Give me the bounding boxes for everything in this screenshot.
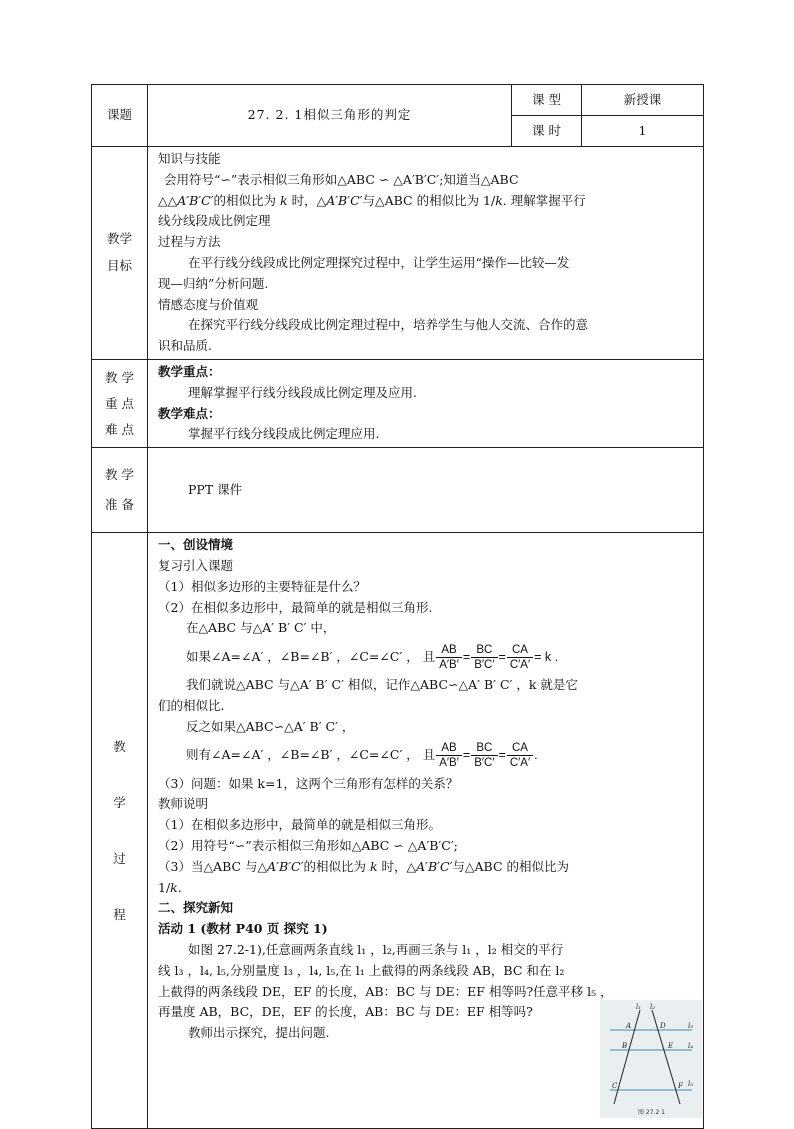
ratio-bc-2: $\frac{BC}{B'C'}$ [471, 741, 497, 770]
fig-label-C: C [612, 1082, 618, 1090]
ratio-ab: $\frac{AB}{A'B'}$ [436, 643, 462, 672]
review-heading: 复习引入课题 [158, 557, 234, 573]
equals-k: = k . [534, 649, 559, 664]
we-say-line-2: 们的相似比. [158, 697, 225, 713]
activity-heading: 活动 1 (教材 P40 页 探究 1) [158, 921, 328, 937]
process-label [92, 533, 148, 1129]
teacher-note-2: （2）用符号“∽”表示相似三角形如△ABC ∽ △A′B′C′; [158, 837, 458, 853]
hours-value: 1 [582, 116, 704, 147]
fig-label-l1: l₁ [636, 1003, 642, 1011]
fig-label-D: D [660, 1022, 666, 1030]
teacher-heading: 教师说明 [158, 796, 209, 812]
then-angles-text: 则有∠A=∠A′ ，∠B=∠B′ ，∠C=∠C′ ， 且 [186, 747, 436, 763]
fig-label-B: B [622, 1042, 628, 1050]
if-angles-text: 如果∠A=∠A′ ，∠B=∠B′ ，∠C=∠C′ ， 且 [186, 648, 436, 664]
figure-caption: 图 27.2 1 [638, 1109, 665, 1116]
focus-heading: 教学重点： [158, 363, 221, 379]
preparation-label-2: 准 备 [105, 497, 134, 513]
objectives-content [148, 147, 704, 360]
keypoints-content [148, 359, 704, 447]
preparation-text: PPT 课件 [188, 481, 243, 497]
question-1: （1）相似多边形的主要特征是什么？ [158, 578, 366, 594]
fig-label-F: F [678, 1082, 683, 1090]
ratio-ca: $\frac{CA}{C'A'}$ [507, 643, 533, 672]
attitude-heading: 情感态度与价值观 [158, 296, 259, 312]
knowledge-line-3: 线分线段成比例定理 [158, 213, 271, 229]
in-triangles-line: 在△ABC 与△A′ B′ C′ 中， [186, 620, 336, 636]
fig-label-l3: l₃ [688, 1022, 694, 1030]
knowledge-line-1: 会用符号“∽”表示相似三角形如△ABC ∽ △A′B′C′;知道当△ABC [164, 171, 519, 187]
objectives-label [92, 147, 148, 360]
process-label-char-2: 学 [113, 794, 126, 810]
label-title: 课题 [92, 85, 148, 147]
knowledge-heading: 知识与技能 [158, 151, 221, 166]
teacher-note-1: （1）在相似多边形中，最简单的就是相似三角形。 [158, 817, 441, 833]
fig-label-l4: l₄ [688, 1042, 694, 1050]
ratio-ab-2: $\frac{AB}{A'B'}$ [436, 741, 462, 770]
fig-label-E: E [668, 1042, 674, 1050]
activity-line-3: 上截得的两条线段 DE，EF 的长度，AB：BC 与 DE：EF 相等吗?任意平移 l₅ ， [158, 983, 613, 999]
process-line-2: 现—归纳”分析问题. [158, 275, 269, 291]
then-angles-line: 则有∠A=∠A′ ，∠B=∠B′ ，∠C=∠C′ ， 且 $\frac{AB}{A'B'}$ = $\frac{BC}{B'C'}$ = $\frac{CA}{C'A'}$ . [186, 742, 538, 770]
focus-text: 理解掌握平行线分线段成比例定理及应用. [188, 384, 417, 400]
converse-line: 反之如果△ABC∽△A′ B′ C′ ， [186, 718, 355, 734]
activity-line-1: 如图 27.2-1),任意画两条直线 l₁ ，l₂,再画三条与 l₁ ，l₂ 相交的平行 [188, 941, 564, 957]
teacher-note-3: （3）当△ABC 与△A′B′C′的相似比为 k 时，△A′B′C′与△ABC 的相似比为 [158, 858, 570, 874]
process-heading: 过程与方法 [158, 234, 221, 250]
parallel-lines-diagram [600, 1000, 702, 1118]
fig-label-A: A [626, 1022, 632, 1030]
keypoints-label-1: 教 学 [105, 369, 134, 385]
difficulty-text: 掌握平行线分线段成比例定理应用. [188, 426, 380, 442]
we-say-line-1: 我们就说△ABC 与△A′ B′ C′ 相似，记作△ABC∽△A′ B′ C′ ，k 就是它 [186, 677, 578, 693]
if-angles-line: 如果∠A=∠A′ ，∠B=∠B′ ，∠C=∠C′ ， 且 $\frac{AB}{A'B'}$ = $\frac{BC}{B'C'}$ = $\frac{CA}{C'A'}$ = k . [186, 643, 559, 671]
fig-label-l5: l₅ [688, 1080, 694, 1088]
ratio-ca-2: $\frac{CA}{C'A'}$ [507, 741, 533, 770]
difficulty-heading: 教学难点： [158, 405, 221, 421]
keypoints-label-2: 重 点 [105, 395, 134, 411]
preparation-content [148, 448, 704, 533]
lesson-plan-table [91, 84, 704, 1129]
objectives-label-bottom: 目标 [106, 257, 132, 273]
activity-line-4: 再量度 AB，BC，DE，EF 的长度，AB：BC 与 DE：EF 相等吗? [158, 1004, 533, 1020]
lesson-title: 27. 2. 1相似三角形的判定 [148, 85, 512, 147]
type-value: 新授课 [582, 85, 704, 116]
attitude-line-2: 识和品质. [158, 338, 212, 354]
section1-heading: 一、创设情境 [158, 537, 234, 553]
label-hours: 课 时 [512, 116, 582, 147]
question-2: （2）在相似多边形中，最简单的就是相似三角形. [158, 599, 433, 615]
fig-label-l2: l₂ [650, 1003, 656, 1011]
process-label-char-4: 程 [113, 906, 126, 922]
knowledge-line-2: △△A′B′C′的相似比为 k 时，△A′B′C′与△ABC 的相似比为 1/k. 理解掌握平行 [158, 192, 586, 208]
attitude-line-1: 在探究平行线分线段成比例定理过程中，培养学生与他人交流、合作的意 [188, 317, 589, 333]
objectives-label-top: 教学 [106, 231, 132, 247]
preparation-label [92, 448, 148, 533]
activity-line-2: 线 l₃ ，l₄, l₅,分别量度 l₃ ，l₄, l₅,在 l₁ 上截得的两条线段 AB，BC 和在 l₂ [158, 962, 565, 978]
preparation-label-1: 教 学 [105, 467, 134, 483]
teacher-note-3-cont: 1/k. [158, 879, 182, 895]
question-3: （3）问题：如果 k=1，这两个三角形有怎样的关系？ [158, 775, 459, 791]
label-type: 课 型 [512, 85, 582, 116]
process-label-char-1: 教 [113, 738, 126, 754]
ratio-bc: $\frac{BC}{B'C'}$ [471, 643, 497, 672]
period: . [534, 748, 538, 763]
section2-heading: 二、探究新知 [158, 900, 234, 916]
activity-line-5: 教师出示探究，提出问题. [188, 1025, 330, 1041]
keypoints-label-3: 难 点 [105, 421, 134, 437]
process-label-char-3: 过 [113, 850, 126, 866]
keypoints-label [92, 359, 148, 447]
process-line-1: 在平行线分线段成比例定理探究过程中，让学生运用“操作—比较—发 [188, 254, 570, 270]
parallel-lines-figure [600, 1000, 702, 1118]
